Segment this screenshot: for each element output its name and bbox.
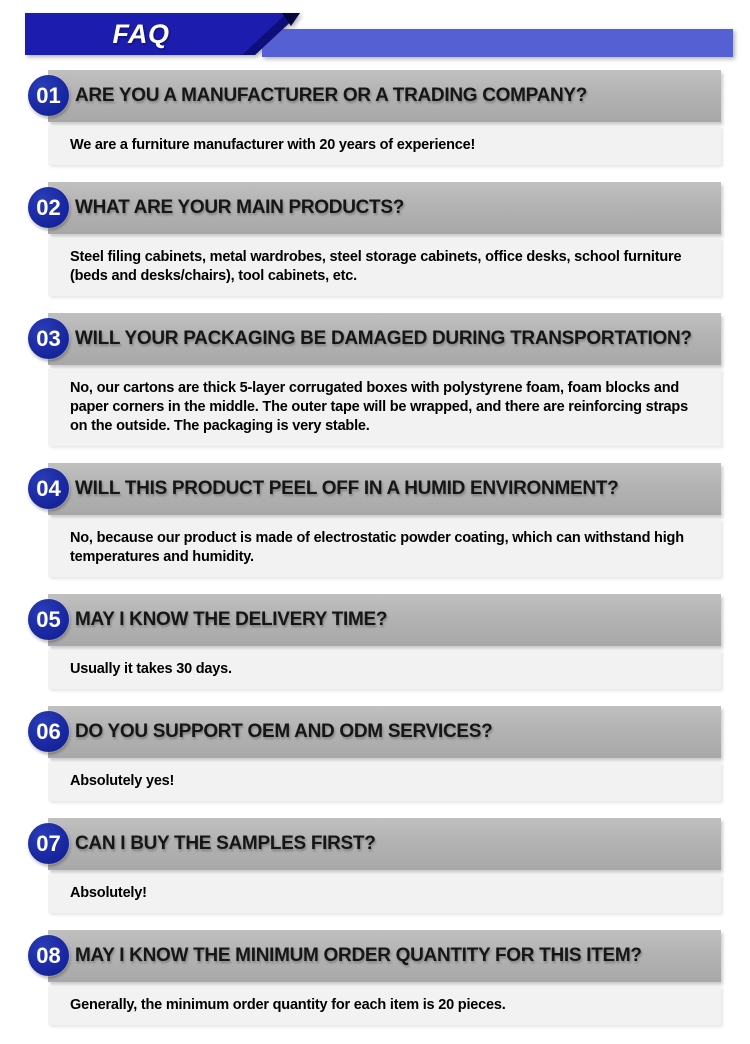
- answer-text: We are a furniture manufacturer with 20 years of experience!: [48, 126, 721, 165]
- question-bar: [36, 463, 721, 515]
- question-bar: [36, 818, 721, 870]
- header-bar-shape: [262, 29, 733, 57]
- faq-item: [36, 70, 721, 165]
- question-text: WILL YOUR PACKAGING BE DAMAGED DURING TRANSPORTATION?: [75, 328, 692, 349]
- faq-item: [36, 182, 721, 296]
- question-bar: [36, 706, 721, 758]
- answer-text: No, because our product is made of electrostatic powder coating, which can withstand high temperatures and humidity.: [48, 519, 721, 577]
- question-number-badge: 01: [28, 75, 69, 116]
- question-bar: [36, 182, 721, 234]
- answer-text: No, our cartons are thick 5-layer corrugated boxes with polystyrene foam, foam blocks and paper corners in the middle. The outer tape will be wrapped, and there are reinforcing straps on the outside. The packaging is very stable.: [48, 369, 721, 446]
- question-number-badge: 05: [28, 599, 69, 640]
- question-text: MAY I KNOW THE DELIVERY TIME?: [75, 609, 388, 630]
- answer-text: Steel filing cabinets, metal wardrobes, steel storage cabinets, office desks, school furniture (beds and desks/chairs), tool cabinets, etc.: [48, 238, 721, 296]
- question-text: DO YOU SUPPORT OEM AND ODM SERVICES?: [75, 721, 493, 742]
- question-bar: [36, 313, 721, 365]
- faq-item: [36, 930, 721, 1025]
- answer-text: Generally, the minimum order quantity for each item is 20 pieces.: [48, 986, 721, 1025]
- question-number-badge: 07: [28, 823, 69, 864]
- question-text: ARE YOU A MANUFACTURER OR A TRADING COMPANY?: [75, 85, 588, 106]
- question-number-badge: 08: [28, 935, 69, 976]
- question-number-badge: 03: [28, 318, 69, 359]
- faq-item: [36, 706, 721, 801]
- answer-text: Usually it takes 30 days.: [48, 650, 721, 689]
- question-number-badge: 06: [28, 711, 69, 752]
- question-number-badge: 04: [28, 468, 69, 509]
- question-text: WILL THIS PRODUCT PEEL OFF IN A HUMID ENVIRONMENT?: [75, 478, 619, 499]
- question-number-badge: 02: [28, 187, 69, 228]
- question-text: MAY I KNOW THE MINIMUM ORDER QUANTITY FOR THIS ITEM?: [75, 945, 642, 966]
- page-title: FAQ: [112, 19, 170, 49]
- question-bar: [36, 70, 721, 122]
- question-text: CAN I BUY THE SAMPLES FIRST?: [75, 833, 376, 854]
- question-text: WHAT ARE YOUR MAIN PRODUCTS?: [75, 197, 405, 218]
- faq-item: [36, 463, 721, 577]
- question-bar: [36, 594, 721, 646]
- answer-text: Absolutely!: [48, 874, 721, 913]
- faq-item: [36, 818, 721, 913]
- faq-header: [0, 0, 750, 57]
- question-bar: [36, 930, 721, 982]
- answer-text: Absolutely yes!: [48, 762, 721, 801]
- faq-item: [36, 313, 721, 446]
- faq-list: [36, 70, 721, 1025]
- faq-item: [36, 594, 721, 689]
